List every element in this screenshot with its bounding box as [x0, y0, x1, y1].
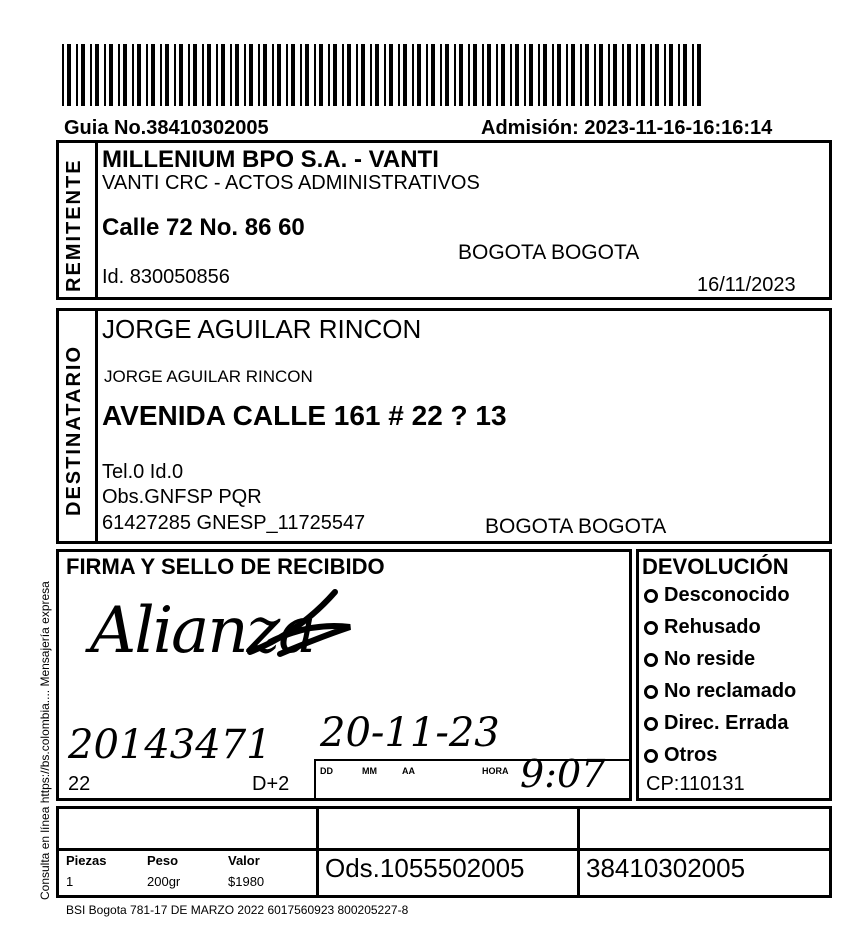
sender-address: Calle 72 No. 86 60: [102, 214, 305, 241]
guia-number: Guia No.38410302005: [64, 117, 269, 139]
devolucion-option[interactable]: [644, 584, 790, 607]
devolucion-option-label: Direc. Errada: [664, 712, 789, 734]
valor-label: Valor: [228, 853, 260, 868]
signature-flourish: [240, 582, 360, 672]
signature: Alianza: [90, 594, 315, 668]
radio-circle-icon[interactable]: [644, 749, 658, 763]
radio-circle-icon[interactable]: [644, 717, 658, 731]
recipient-city: BOGOTA BOGOTA: [485, 515, 667, 538]
radio-circle-icon[interactable]: [644, 685, 658, 699]
recipient-address: AVENIDA CALLE 161 # 22 ? 13: [102, 400, 507, 431]
devolucion-option-label: Rehusado: [664, 616, 761, 638]
radio-circle-icon[interactable]: [644, 621, 658, 635]
aa-label: AA: [402, 766, 415, 776]
side-consulta-text: Consulta en línea https://bs.colombia.... Mensajería expresa: [38, 581, 52, 900]
peso-value: 200gr: [147, 874, 181, 889]
hora-label: HORA: [482, 766, 509, 776]
devolucion-option[interactable]: [644, 712, 789, 735]
handwritten-time: 9:07: [520, 752, 606, 796]
recipient-name-small: JORGE AGUILAR RINCON: [104, 367, 313, 386]
devolucion-option[interactable]: [644, 616, 761, 639]
radio-circle-icon[interactable]: [644, 589, 658, 603]
recipient-tel: Tel.0 Id.0: [102, 461, 184, 483]
guide-number: 38410302005: [586, 853, 746, 883]
piezas-label: Piezas: [66, 853, 107, 868]
peso-label: Peso: [147, 853, 179, 868]
sender-company: MILLENIUM BPO S.A. - VANTI: [102, 146, 439, 173]
devolucion-option[interactable]: [644, 680, 796, 703]
recipient-obs: Obs.GNFSP PQR: [102, 486, 262, 508]
devolucion-option-label: Desconocido: [664, 584, 790, 606]
bottom-printer-text: BSI Bogota 781-17 DE MARZO 2022 6017560923 800205227-8: [66, 903, 409, 917]
firma-title: FIRMA Y SELLO DE RECIBIDO: [66, 554, 385, 579]
piezas-value: 1: [66, 874, 74, 889]
sender-department: VANTI CRC - ACTOS ADMINISTRATIVOS: [102, 172, 480, 194]
sender-city: BOGOTA BOGOTA: [458, 241, 640, 264]
devolucion-option-label: No reside: [664, 648, 756, 670]
ods-number: Ods.1055502005: [325, 853, 525, 883]
dd-label: DD: [320, 766, 333, 776]
code-22: 22: [68, 773, 91, 795]
handwritten-date: 20-11-23: [320, 710, 500, 756]
devolucion-option[interactable]: [644, 744, 717, 767]
recipient-ref: 61427285 GNESP_11725547: [102, 512, 366, 534]
destinatario-label: DESTINATARIO: [63, 344, 85, 516]
mm-label: MM: [362, 766, 377, 776]
sender-date: 16/11/2023: [697, 274, 796, 296]
devolucion-option-label: No reclamado: [664, 680, 797, 702]
radio-circle-icon[interactable]: [644, 653, 658, 667]
sender-id: Id. 830050856: [102, 266, 230, 288]
barcode: [62, 44, 702, 106]
devolucion-title: DEVOLUCIÓN: [642, 554, 789, 579]
handwritten-id: 20143471: [68, 722, 272, 768]
devolucion-option-label: Otros: [664, 744, 718, 766]
postal-code: CP:110131: [646, 773, 745, 795]
valor-value: $1980: [228, 874, 265, 889]
d-plus-2: D+2: [252, 773, 290, 795]
remitente-label: REMITENTE: [63, 158, 85, 292]
devolucion-option[interactable]: [644, 648, 755, 671]
recipient-name: JORGE AGUILAR RINCON: [102, 314, 422, 344]
admission-datetime: Admisión: 2023-11-16-16:16:14: [481, 117, 773, 139]
